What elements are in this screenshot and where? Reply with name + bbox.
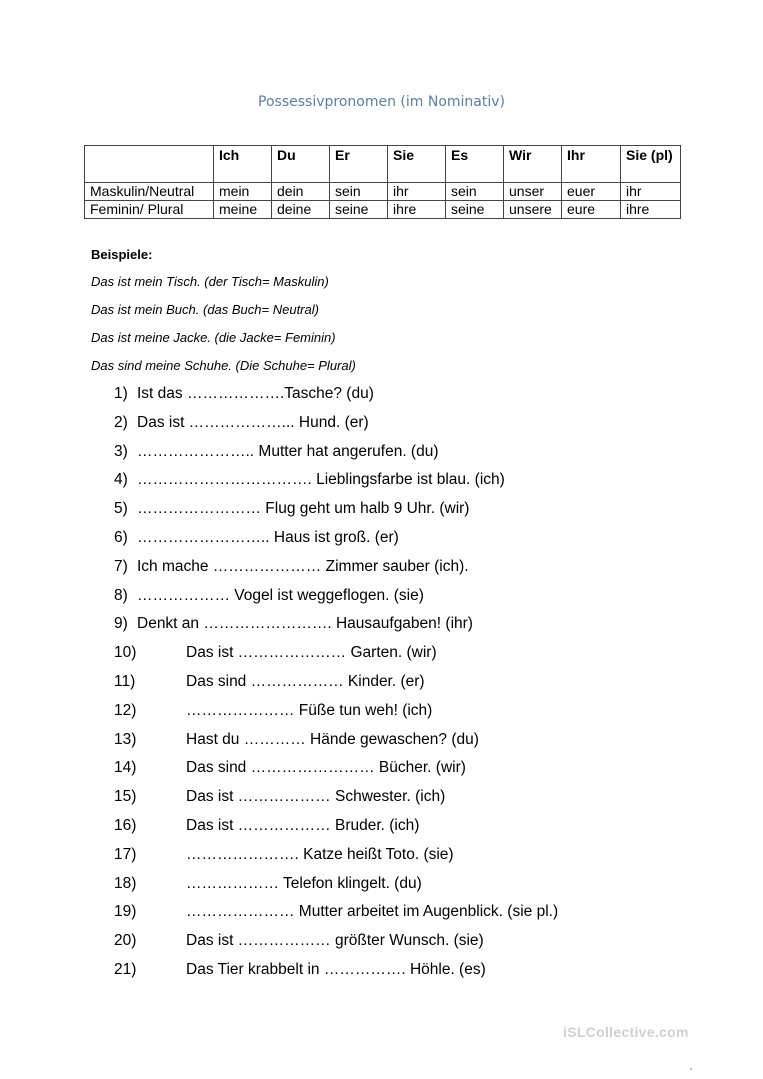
exercise-number: 20) <box>114 932 137 950</box>
exercise-item <box>114 470 558 499</box>
exercise-sentence: ……………… Vogel ist weggeflogen. (sie) <box>137 586 424 604</box>
exercise-sentence: …………………….. Haus ist groß. (er) <box>137 528 399 546</box>
exercise-item <box>114 730 558 759</box>
exercise-number: 3) <box>114 442 128 460</box>
exercise-item <box>114 816 558 845</box>
exercise-number: 18) <box>114 874 137 892</box>
table-cell: unser <box>504 183 562 201</box>
exercise-sentence: Ich mache ………………… Zimmer sauber (ich). <box>137 557 469 575</box>
exercise-sentence: ……………… Telefon klingelt. (du) <box>186 874 422 892</box>
table-header-cell: Ich <box>214 146 272 183</box>
table-cell: Feminin/ Plural <box>85 201 214 219</box>
exercise-number: 7) <box>114 557 128 575</box>
table-cell: ihr <box>621 183 681 201</box>
exercise-sentence: Ist das ……………….Tasche? (du) <box>137 385 374 402</box>
table-row <box>85 201 681 219</box>
table-cell: ihre <box>388 201 446 219</box>
exercise-item <box>114 384 558 413</box>
exercise-number: 14) <box>114 759 137 777</box>
exercise-item <box>114 672 558 701</box>
exercise-sentence: …………………… Flug geht um halb 9 Uhr. (wir) <box>137 500 470 518</box>
exercise-number: 11) <box>114 672 136 690</box>
examples-heading: Beispiele: <box>91 247 153 262</box>
exercise-sentence: Das sind ……………… Kinder. (er) <box>186 672 425 690</box>
exercise-sentence: ………………… Mutter arbeitet im Augenblick. (sie pl.) <box>186 903 559 921</box>
exercise-item <box>114 557 558 586</box>
exercise-item <box>114 643 558 672</box>
exercise-number: 12) <box>114 701 137 719</box>
exercise-sentence: Das ist ……………… Bruder. (ich) <box>186 816 420 834</box>
exercise-number: 4) <box>114 471 128 489</box>
exercise-sentence: Das Tier krabbelt in ……………. Höhle. (es) <box>186 960 486 978</box>
exercise-sentence: Das ist ………………... Hund. (er) <box>137 413 369 431</box>
table-header-cell: Er <box>330 146 388 183</box>
exercise-sentence: ……………………………. Lieblingsfarbe ist blau. (ich) <box>137 471 505 489</box>
table-cell: meine <box>214 201 272 219</box>
exercise-item <box>114 413 558 442</box>
exercise-item <box>114 787 558 816</box>
exercise-item <box>114 902 558 931</box>
exercise-number: 15) <box>114 788 137 806</box>
watermark-logo: iSLCollective.com <box>563 1024 689 1040</box>
exercise-item <box>114 845 558 874</box>
table-cell: eure <box>562 201 621 219</box>
exercise-item <box>114 960 558 989</box>
exercise-number: 8) <box>114 586 128 604</box>
table-cell: ihre <box>621 201 681 219</box>
table-cell: ihr <box>388 183 446 201</box>
table-header-row <box>85 146 681 183</box>
exercise-number: 21) <box>114 960 137 978</box>
exercise-item <box>114 528 558 557</box>
table-cell: unsere <box>504 201 562 219</box>
example-sentence: Das ist meine Jacke. (die Jacke= Feminin) <box>91 330 336 345</box>
exercise-number: 17) <box>114 845 137 863</box>
exercise-number: 9) <box>114 615 128 633</box>
example-sentence: Das sind meine Schuhe. (Die Schuhe= Plural) <box>91 358 356 373</box>
example-sentence: Das ist mein Buch. (das Buch= Neutral) <box>91 302 319 317</box>
exercise-item <box>114 874 558 903</box>
exercise-sentence: ………………….. Mutter hat angerufen. (du) <box>137 442 439 460</box>
table-header-cell: Wir <box>504 146 562 183</box>
exercise-list <box>114 384 558 989</box>
exercise-sentence: Hast du ………… Hände gewaschen? (du) <box>186 730 479 748</box>
example-sentence: Das ist mein Tisch. (der Tisch= Maskulin) <box>91 274 329 289</box>
exercise-number: 13) <box>114 730 137 748</box>
table-header-cell <box>85 146 214 183</box>
exercise-number: 10) <box>114 644 137 662</box>
exercise-number: 2) <box>114 413 128 431</box>
table-cell: seine <box>330 201 388 219</box>
exercise-item <box>114 442 558 471</box>
exercise-number: 19) <box>114 903 137 921</box>
exercise-number: 1) <box>114 385 128 402</box>
worksheet-title: Possessivpronomen (im Nominativ) <box>258 94 505 110</box>
table-header-cell: Du <box>272 146 330 183</box>
pronoun-table <box>84 145 681 219</box>
table-header-cell: Sie <box>388 146 446 183</box>
exercise-item <box>114 586 558 615</box>
table-header-cell: Sie (pl) <box>621 146 681 183</box>
exercise-sentence: Das sind …………………… Bücher. (wir) <box>186 759 466 777</box>
decorative-dot <box>690 1068 692 1070</box>
exercise-sentence: Denkt an ……………………. Hausaufgaben! (ihr) <box>137 615 473 633</box>
table-cell: Maskulin/Neutral <box>85 183 214 201</box>
table-cell: euer <box>562 183 621 201</box>
exercise-sentence: Das ist ……………… Schwester. (ich) <box>186 788 446 806</box>
exercise-item <box>114 931 558 960</box>
table-cell: dein <box>272 183 330 201</box>
table-cell: deine <box>272 201 330 219</box>
table-cell: mein <box>214 183 272 201</box>
examples-section <box>91 246 356 385</box>
table-header-cell: Es <box>446 146 504 183</box>
table-row <box>85 183 681 201</box>
table-cell: sein <box>446 183 504 201</box>
exercise-item <box>114 758 558 787</box>
exercise-item <box>114 499 558 528</box>
exercise-item <box>114 701 558 730</box>
table-header-cell: Ihr <box>562 146 621 183</box>
exercise-number: 6) <box>114 528 128 546</box>
table-cell: seine <box>446 201 504 219</box>
exercise-sentence: Das ist ………………… Garten. (wir) <box>186 644 437 662</box>
exercise-sentence: …………………. Katze heißt Toto. (sie) <box>186 845 454 863</box>
exercise-sentence: Das ist ……………… größter Wunsch. (sie) <box>186 932 484 950</box>
exercise-item <box>114 614 558 643</box>
exercise-number: 5) <box>114 500 128 518</box>
exercise-number: 16) <box>114 816 137 834</box>
table-cell: sein <box>330 183 388 201</box>
exercise-sentence: ………………… Füße tun weh! (ich) <box>186 701 433 719</box>
